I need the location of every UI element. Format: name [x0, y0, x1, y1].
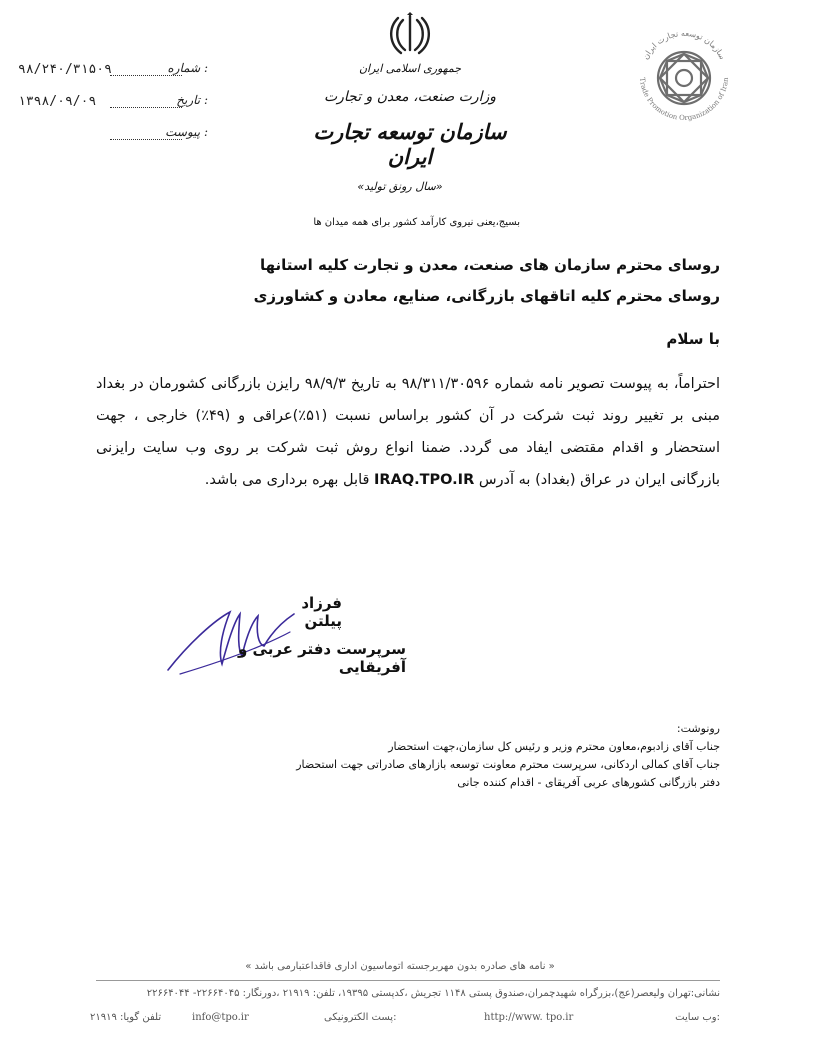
letter-number: ۹۸/۲۴۰/۳۱۵۰۹	[18, 62, 112, 77]
tpo-logo-icon	[630, 22, 738, 130]
ministry-title: وزارت صنعت، معدن و تجارت	[323, 89, 497, 105]
footer-divider	[96, 980, 720, 981]
letter-number-row	[18, 62, 208, 84]
republic-title: جمهوری اسلامی ایران	[358, 62, 462, 75]
signatory-name: فرزاد پیلتن	[301, 594, 342, 630]
cc-item: جناب آقای زادبوم،معاون محترم وزیر و رئیس کل سازمان،جهت استحضار	[388, 740, 720, 753]
footer-email-label: پست الکترونیکی:	[324, 1012, 397, 1023]
attachment-label: پیوست :	[165, 125, 208, 139]
iran-emblem-icon	[387, 12, 433, 56]
dotted-line	[110, 75, 182, 76]
dotted-line	[110, 107, 182, 108]
body-text-before: احتراماً، به پیوست تصویر نامه شماره ۹۸/۳۱۱/۳۰۵۹۶ به تاریخ ۹۸/۹/۳ رایزن بازرگانی کشورمان در بغداد مبنی بر تغییر روند ثبت شرکت در آن کشور براساس نسبت (۵۱٪)عراقی و (۴۹٪) خارجی ، جهت استحضار و اقدام مقتضی ایفاد می گردد. ضمنا انواع روش ثبت شرکت بر روی وب سایت رایزنی بازرگانی ایران در عراق (بغداد) به آدرس	[96, 376, 720, 488]
cc-item: دفتر بازرگانی کشورهای عربی آفریقای - اقدام کننده جانی	[457, 776, 720, 789]
body-website-link[interactable]: IRAQ.TPO.IR	[374, 472, 475, 488]
footer-address: نشانی:تهران ولیعصر(عج)،بزرگراه شهیدچمران،صندوق پستی ۱۱۴۸ تجریش ،کدپستی ۱۹۳۹۵، تلفن: ۲۱۹۱۹ ،دورنگار: ۲۲۶۶۴۰۴۵- ۲۲۶۶۴۰۴۴	[146, 988, 720, 999]
cc-item: جناب آقای کمالی اردکانی، سرپرست محترم معاونت توسعه بازارهای صادراتی جهت استحضار	[296, 758, 720, 771]
footer-email-link[interactable]: info@tpo.ir	[192, 1012, 249, 1023]
year-motto: «سال رونق تولید»	[357, 180, 443, 193]
footer-website-link[interactable]: http://www. tpo.ir	[484, 1012, 574, 1023]
letter-date-label: تاریخ :	[176, 93, 208, 107]
dotted-line	[110, 139, 182, 140]
subtitle-slogan: بسیج،یعنی نیروی کارآمد کشور برای همه میدان ها	[313, 217, 520, 228]
letter-body	[96, 368, 720, 496]
tpo-seal	[630, 22, 738, 130]
letter-date-row	[18, 94, 208, 116]
body-text-after: قابل بهره برداری می باشد.	[204, 472, 375, 488]
greeting: با سلام	[666, 330, 720, 348]
organization-title: سازمان توسعه تجارت ایران	[313, 119, 507, 169]
svg-text:سازمان توسعه تجارت ایران	[641, 29, 727, 61]
letter-date: ۱۳۹۸/۰۹/۰۹	[18, 94, 97, 109]
footer-website-label: وب سایت:	[675, 1012, 720, 1023]
attachment-row	[18, 126, 208, 148]
letterhead	[300, 12, 520, 169]
footer-contacts	[90, 1012, 720, 1028]
footer-validity-note: « نامه های صادره بدون مهربرجسته اتوماسیون اداری فاقداعتبارمی باشد »	[245, 961, 555, 972]
seal-text-en: Trade Promotion Organization of Iran	[637, 77, 731, 123]
signatory-title: سرپرست دفتر عربی و آفریقایی	[237, 640, 406, 676]
recipient-line-2: روسای محترم کلیه اتاقهای بازرگانی، صنایع، معادن و کشاورزی	[253, 287, 720, 305]
seal-text-fa: سازمان توسعه تجارت ایران	[640, 28, 727, 61]
recipient-line-1: روسای محترم سازمان های صنعت، معدن و تجارت کلیه استانها	[259, 256, 720, 274]
svg-text:Trade Promotion Organization o	[638, 77, 730, 122]
footer-phone: تلفن گویا: ۲۱۹۱۹	[90, 1012, 162, 1023]
letter-number-label: شماره :	[167, 61, 208, 75]
cc-label: رونوشت:	[676, 722, 720, 735]
